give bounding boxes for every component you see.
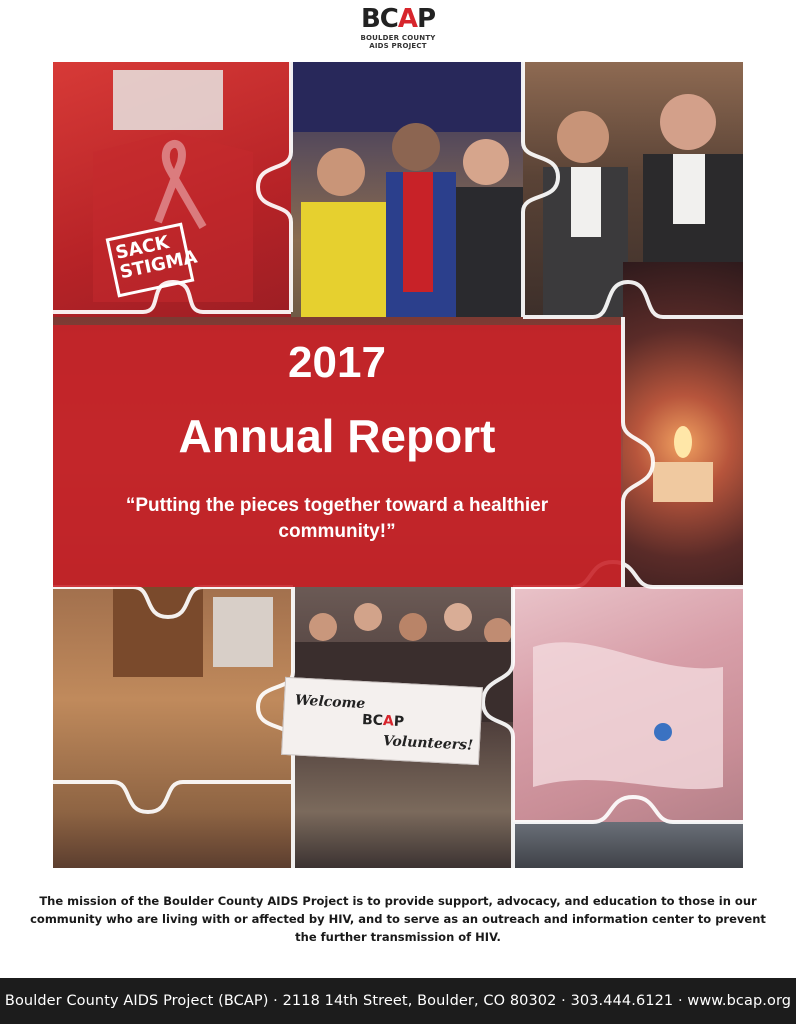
red-ribbon-icon: A [382, 713, 395, 730]
red-ribbon-icon: A [397, 4, 417, 34]
banner-logo-text: BCAP [361, 711, 405, 731]
report-year: 2017 [288, 338, 386, 387]
footer-contact-bar [0, 978, 796, 1024]
banner-volunteers-text: Volunteers! [382, 733, 474, 754]
title-panel [53, 325, 621, 587]
bcap-logo [348, 4, 448, 56]
welcome-banner [281, 677, 483, 765]
report-title: Annual Report [178, 410, 496, 462]
logo-subtitle-line1: BOULDER COUNTY [360, 34, 436, 42]
footer-contact-text: Boulder County AIDS Project (BCAP) · 2118 14th Street, Boulder, CO 80302 · 303.444.6121 · www.bcap.org [4, 993, 792, 1009]
logo-subtitle-line2: AIDS PROJECT [369, 42, 427, 50]
sack-stigma-sign: SACK STIGMA [106, 223, 195, 298]
report-tagline: “Putting the pieces together toward a healthier community!” [125, 495, 549, 542]
logo-mark-text: BCAP [360, 4, 436, 34]
mission-statement: The mission of the Boulder County AIDS Project is to provide support, advocacy, and education to those in our community who are living with or affected by HIV, and to serve as an outreach and information center to prevent the further transmission of HIV. [30, 894, 766, 944]
logo-mark [361, 4, 435, 34]
banner-welcome-text: Welcome [294, 692, 366, 713]
